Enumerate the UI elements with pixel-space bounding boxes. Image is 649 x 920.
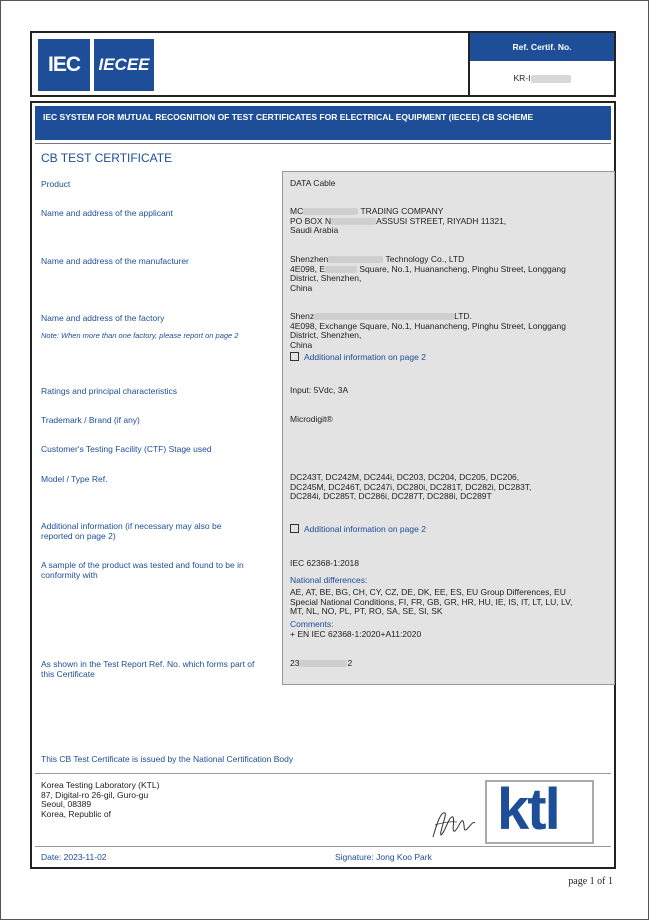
ctf-label: Customer's Testing Facility (CTF) Stage used: [41, 444, 212, 454]
ratings-value: Input: 5Vdc, 3A: [290, 385, 349, 395]
manufacturer-value: Shenzhen Technology Co., LTD 4E098, E Square, No.1, Huanancheng, Pinghu Street, Longgang District, Shenzhen, China: [290, 254, 566, 293]
ratings-label: Ratings and principal characteristics: [41, 386, 178, 396]
scheme-title-bar: IEC SYSTEM FOR MUTUAL RECOGNITION OF TEST CERTIFICATES FOR ELECTRICAL EQUIPMENT (IECEE) CB SCHEME: [35, 106, 611, 140]
sample-standard: IEC 62368-1:2018: [290, 558, 359, 568]
certificate-header: [30, 31, 616, 97]
logo-area: [34, 35, 156, 93]
iec-logo: IEC: [38, 39, 90, 91]
ktl-address: Korea Testing Laboratory (KTL) 87, Digital-ro 26-gil, Guro-gu Seoul, 08389 Korea, Republic of: [41, 780, 160, 819]
applicant-label: Name and address of the applicant: [41, 208, 173, 218]
ktl-logo: ktl: [485, 780, 594, 844]
iecee-logo: IECEE: [94, 39, 154, 91]
report-label: As shown in the Test Report Ref. No. which forms part of this Certificate: [41, 659, 255, 679]
factory-label: Name and address of the factory: [41, 313, 165, 323]
signature-label: Signature: Jong Koo Park: [335, 852, 432, 862]
national-label: National differences:: [290, 575, 368, 585]
sample-label: A sample of the product was tested and found to be in conformity with: [41, 560, 244, 580]
additional-label: Additional information (if necessary may also be reported on page 2): [41, 521, 222, 541]
factory-note: Note: When more than one factory, please report on page 2: [41, 331, 239, 340]
divider: [35, 773, 611, 774]
trademark-label: Trademark / Brand (if any): [41, 415, 140, 425]
signature-image: [427, 803, 479, 843]
issue-date: Date: 2023-11-02: [41, 852, 107, 862]
ref-certif-title: Ref. Certif. No.: [470, 33, 614, 61]
national-value: AE, AT, BE, BG, CH, CY, CZ, DE, DK, EE, ES, EU Group Differences, EU Special National Conditions, FI, FR, GB, GR, HR, HU, IE, IS, IT, LT, LU, LV, MT, NL, NO, PL, PT, RO, SA, SE, SI, SK: [290, 587, 573, 616]
product-label: Product: [41, 179, 71, 189]
manufacturer-label: Name and address of the manufacturer: [41, 256, 189, 266]
cert-title: CB TEST CERTIFICATE: [41, 151, 173, 165]
additional-value[interactable]: Additional information on page 2: [290, 524, 608, 535]
ref-certif-value: KR-I: [470, 61, 614, 93]
divider: [35, 846, 611, 847]
page-number: page 1 of 1: [568, 876, 613, 887]
checkbox[interactable]: [290, 524, 299, 533]
certificate-body: [30, 101, 616, 869]
applicant-value: MC TRADING COMPANY PO BOX N ASSUSI STREET, RIYADH 11321, Saudi Arabia: [290, 206, 507, 235]
checkbox[interactable]: [290, 352, 299, 361]
comments-value: + EN IEC 62368-1:2020+A11:2020: [290, 629, 422, 639]
issued-by-text: This CB Test Certificate is issued by the National Certification Body: [41, 754, 294, 764]
model-value: DC243T, DC242M, DC244i, DC203, DC204, DC205, DC206, DC245M, DC246T, DC247i, DC280i, DC281T, DC282i, DC283T, DC284i, DC285T, DC286i, DC287T, DC288i, DC289T: [290, 472, 532, 501]
model-label: Model / Type Ref.: [41, 474, 108, 484]
report-value: 23 2: [290, 658, 353, 668]
product-value: DATA Cable: [290, 178, 336, 188]
divider: [35, 143, 611, 144]
factory-additional[interactable]: Additional information on page 2: [290, 352, 608, 363]
trademark-value: Microdigit®: [290, 414, 333, 424]
ref-certif-box: [468, 33, 614, 95]
redacted-block: [531, 75, 571, 83]
comments-label: Comments:: [290, 619, 334, 629]
factory-value: Shenz LTD. 4E098, Exchange Square, No.1, Huanancheng, Pinghu Street, Longgang District, Shenzhen, China: [290, 311, 566, 350]
